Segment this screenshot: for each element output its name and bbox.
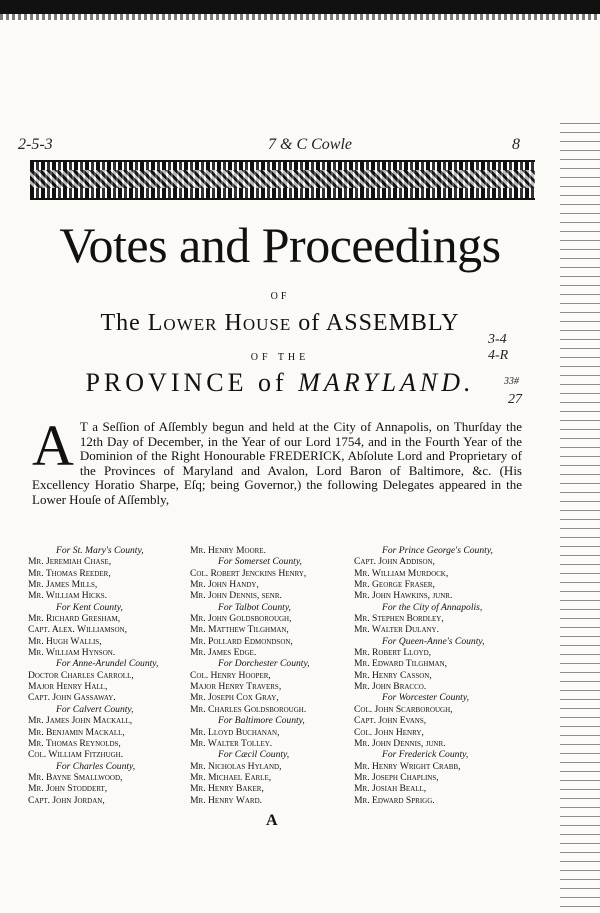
county-heading: For Frederick County, [382, 749, 469, 761]
delegate-name: Mr. Pollard Edmondson, [190, 635, 293, 647]
county-heading: For Cæcil County, [218, 749, 290, 761]
delegate-name: Mr. Stephen Bordley, [354, 613, 444, 625]
page-title: Votes and Proceedings [59, 217, 501, 273]
county-heading: For Dorchester County, [218, 658, 310, 670]
subtitle-lower-house: The Lower House of ASSEMBLY [100, 310, 460, 336]
delegate-name: Mr. Henry Ward. [190, 794, 263, 806]
delegate-name: Mr. John Dennis, junr. [354, 737, 446, 749]
county-heading: For Baltimore County, [218, 715, 305, 727]
delegate-name: Mr. John Hawkins, junr. [354, 590, 453, 602]
county-heading: For Somerset County, [218, 556, 302, 568]
delegate-name: Doctor Charles Carroll, [28, 669, 134, 681]
delegate-name: Mr. John Handy, [190, 579, 259, 591]
delegate-name: Mr. William Hynson. [28, 647, 116, 659]
handwritten-mark-left: 2-5-3 [18, 136, 53, 153]
delegate-name: Col. William Fitzhugh. [28, 749, 124, 761]
margin-note-c: 33# [504, 376, 519, 387]
delegate-name: Capt. John Jordan, [28, 794, 105, 806]
delegate-name: Mr. Edward Tilghman, [354, 658, 448, 670]
delegate-name: Mr. John Dennis, senr. [190, 590, 282, 602]
delegate-name: Mr. George Fraser, [354, 579, 435, 591]
delegate-name: Mr. Michael Earle, [190, 771, 272, 783]
handwritten-mark-right: 8 [512, 136, 520, 153]
delegate-name: Mr. Henry Casson, [354, 669, 432, 681]
county-heading: For Kent County, [56, 601, 123, 613]
paragraph-text: T a Seſſion of Aſſembly begun and held at the City of Annapolis, on Thurſday the 12th Day of December, in the Year of our Lord 1754, and in the Fourth Year of the Dominion of the Right Honourable FREDERICK, Abſolute Lord and Proprietary of the Provinces of Maryland and Avalon, Lord Baron of Baltimore, &c. (His Excellency Horatio Sharpe, Eſq; being Governor,) the following Delegates appeared in the Lower Houſe of Aſſembly, [32, 419, 522, 507]
delegate-name: Mr. Jeremiah Chase, [28, 556, 112, 568]
scan-right-edge [560, 120, 600, 913]
county-heading: For Queen-Anne's County, [382, 635, 485, 647]
delegate-name: Mr. Edward Sprigg. [354, 794, 435, 806]
delegate-name: Mr. Matthew Tilghman, [190, 624, 289, 636]
ornamental-border-band [30, 160, 535, 200]
delegate-name: Mr. Henry Moore. [190, 545, 266, 556]
delegate-name: Mr. Hugh Wallis, [28, 635, 102, 647]
margin-note-b: 4-R [488, 348, 509, 363]
county-heading: For Prince George's County, [382, 545, 493, 556]
delegate-name: Mr. Henry Wright Crabb, [354, 760, 461, 772]
delegate-name: Major Henry Travers, [190, 681, 282, 693]
handwritten-annotation: 7 & C Cowle [268, 136, 353, 153]
delegate-name: Mr. Thomas Reynolds, [28, 737, 121, 749]
county-heading: For Anne-Arundel County, [56, 658, 159, 670]
delegate-name: Capt. Alex. Williamson, [28, 624, 127, 636]
session-paragraph [32, 413, 522, 508]
county-heading: For Talbot County, [218, 601, 291, 613]
subtitle-province: PROVINCE of MARYLAND. [85, 368, 475, 397]
delegate-name: Col. John Henry, [354, 726, 424, 738]
delegate-name: Mr. Walter Tolley. [190, 737, 273, 749]
delegate-name: Mr. John Stoddert, [28, 783, 108, 795]
county-heading: For the City of Annapolis, [382, 601, 483, 613]
delegate-name: Mr. James Mills, [28, 579, 98, 591]
delegate-name: Mr. Charles Goldsborough. [190, 703, 307, 715]
title-of: OF [270, 291, 290, 302]
delegate-name: Mr. Joseph Chaplins, [354, 771, 439, 783]
delegate-name: Col. Robert Jenckins Henry, [190, 567, 307, 579]
title-of-the: OF THE [250, 352, 310, 363]
scan-top-edge [0, 0, 600, 14]
delegate-name: Capt. John Gassaway. [28, 692, 116, 704]
delegate-name: Col. Henry Hooper, [190, 669, 271, 681]
delegate-name: Mr. Joseph Cox Gray, [190, 692, 279, 704]
delegate-name: Mr. William Murdock, [354, 567, 449, 579]
delegate-name: Capt. John Addison, [354, 556, 435, 568]
margin-note-a: 3-4 [488, 332, 507, 347]
county-heading: For St. Mary's County, [56, 545, 144, 556]
delegate-name: Capt. John Evans, [354, 715, 427, 727]
delegate-name: Mr. Henry Baker, [190, 783, 264, 795]
delegate-name: Mr. Richard Gresham, [28, 613, 121, 625]
delegate-name: Mr. Robert Lloyd, [354, 647, 432, 659]
delegate-name: Mr. John Bracco. [354, 681, 427, 693]
delegate-name: Major Henry Hall, [28, 681, 108, 693]
delegate-name: Mr. James John Mackall, [28, 715, 133, 727]
delegate-name: Mr. Thomas Reeder, [28, 567, 111, 579]
delegate-name: Mr. William Hicks. [28, 590, 108, 602]
delegate-column-2 [190, 545, 360, 806]
county-heading: For Worcester County, [382, 692, 469, 704]
margin-note-d: 27 [508, 392, 522, 407]
delegate-name: Mr. Nicholas Hyland, [190, 760, 282, 772]
delegate-name: Mr. Josiah Beall, [354, 783, 427, 795]
signature-mark: A [266, 812, 278, 829]
delegate-column-3 [354, 545, 526, 806]
delegate-column-1 [28, 545, 188, 806]
delegate-name: Mr. John Goldsborough, [190, 613, 292, 625]
delegate-name: Mr. Lloyd Buchanan, [190, 726, 280, 738]
delegate-name: Col. John Scarborough, [354, 703, 453, 715]
delegate-name: Mr. Benjamin Mackall, [28, 726, 125, 738]
scan-top-noise [0, 14, 600, 20]
drop-cap: A [32, 413, 74, 478]
county-heading: For Calvert County, [56, 703, 134, 715]
county-heading: For Charles County, [56, 760, 136, 772]
delegate-name: Mr. Walter Dulany. [354, 624, 440, 636]
delegate-name: Mr. Bayne Smallwood, [28, 771, 123, 783]
delegate-name: Mr. James Edge. [190, 647, 257, 659]
